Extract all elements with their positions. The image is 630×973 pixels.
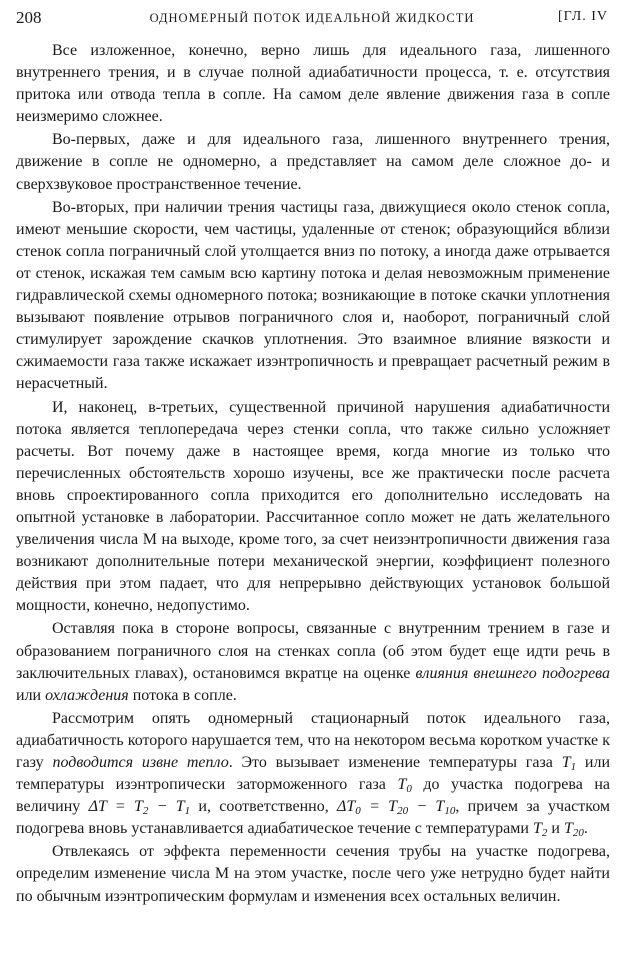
- paragraph-3: Во-вторых, при наличии трения частицы газа, движущиеся около стенок сопла, имеют меньшие скорости, чем частицы, удаленные от стенок; образующийся вблизи стенок сопла пограничный слой утолщается вниз по потоку, а иногда даже отрывается от стенок, искажая тем самым всю картину потока и делая невозможным применение гидравлической схемы одномерного потока; возникающие в потоке скачки уплотнения вызывают появление отрывов пограничного слоя и, наоборот, пограничный слой стимулирует зарождение скачков уплотнения. Это взаимное влияние вязкости и сжимаемости газа также искажает изэнтропичность и превращает расчетный режим в нерасчетный.: [16, 198, 610, 393]
- text-run: .: [583, 820, 588, 838]
- math-T2: $T_2$: [532, 820, 548, 840]
- paragraph-2: Во-первых, даже и для идеального газа, лишенного внутреннего трения, движение в сопле не одномерно, а представляет на самом деле сложное до- и сверхзвуковое пространственное течение.: [16, 131, 610, 193]
- paragraph-7: Отвлекаясь от эффекта переменности сечения трубы на участке подогрева, определим изменение числа M на этом участке, после чего уже нетрудно будет найти по обычным изэнтропическим формулам и изменения всех остальных величин.: [16, 843, 610, 905]
- math-T0: $T_0$: [397, 776, 412, 796]
- math-delta-T: $\Delta T = T_2 - T_1$: [88, 798, 191, 818]
- paragraph-4: И, наконец, в-третьих, существенной причиной нарушения адиабатичности потока является теплопередача через стенки сопла, что также сильно усложняет расчеты. Вот почему даже в настоящее время, когда многие из только что перечисленных обстоятельств хорошо изучены, все же практически после расчета вновь спроектированного сопла приходится его дополнительно исследовать на опытной установке в лаборатории. Рассчитанное сопло может не дать желательного увеличения числа M на выходе, кроме того, за счет неизэнтропичности движения газа возникают дополнительные потери механической энергии, коэффициент полезного действия при этом падает, что для непрерывно действующих установок большой мощности, конечно, недопустимо.: [16, 398, 610, 615]
- page-number: 208: [16, 8, 42, 27]
- text-run: , причем за участком подогрева вновь устанавливается адиабатическое течение с температурами: [16, 798, 611, 838]
- math-delta-T0: $\Delta T_0 = T_{20} - T_{10}$: [336, 798, 456, 818]
- text-run: и: [547, 820, 564, 838]
- text-run: или: [16, 686, 46, 704]
- body-text: [16, 40, 610, 909]
- paragraph-6: [16, 708, 610, 841]
- italic-phrase: охлаждения: [45, 686, 129, 704]
- paragraph-1: Все изложенное, конечно, верно лишь для идеального газа, лишенного внутреннего трения, и в случае полной адиабатичности процесса, т. е. отсутствия притока или отвода тепла в сопле. На самом деле явление движения газа в сопле неизмеримо сложнее.: [16, 42, 610, 126]
- text-run: . Это вызывает изменение температуры газа: [228, 754, 562, 771]
- text-run: или температуры изэнтропически заторможенного газа: [16, 754, 611, 794]
- text-run: и, соответственно,: [190, 798, 337, 816]
- page-header: [16, 6, 608, 30]
- text-run: потока в сопле.: [128, 686, 237, 704]
- italic-phrase: подводится извне тепло: [52, 754, 229, 771]
- chapter-label: [ГЛ. IV: [558, 9, 608, 24]
- text-run: Оставляя пока в стороне вопросы, связанные с внутренним трением в газе и образованием пограничного слоя на стенках сопла (об этом будет еще идти речь в заключительных главах), остановимся вкратце на оценке: [16, 620, 610, 682]
- italic-phrase: влияния внешнего подогрева: [415, 664, 611, 682]
- text-run: до участка подогрева на величину: [16, 776, 610, 816]
- text-run: Рассмотрим опять одномерный стационарный поток идеального газа, адиабатичность которого нарушается тем, что на некотором весьма коротком участке к газу: [16, 709, 610, 771]
- math-T20: $T_{20}$: [563, 820, 584, 840]
- paragraph-5: [16, 618, 610, 706]
- math-T1: $T_1$: [561, 754, 577, 773]
- running-title: ОДНОМЕРНЫЙ ПОТОК ИДЕАЛЬНОЙ ЖИДКОСТИ: [149, 11, 475, 25]
